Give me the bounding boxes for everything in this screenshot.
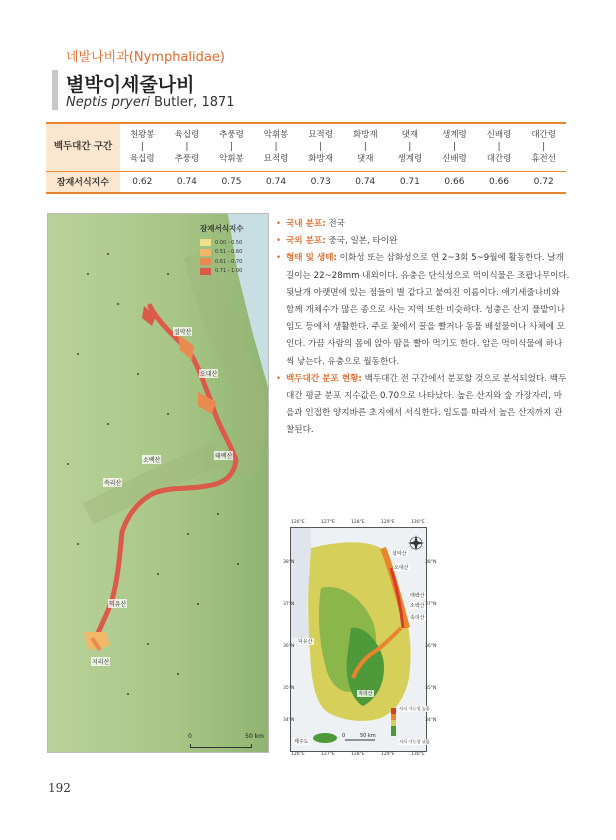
place-songni: 속리산: [410, 615, 425, 621]
scale-zero: 0: [188, 733, 192, 740]
table-row-label-index: 잠재서식지수: [46, 171, 120, 193]
segment-cell: 신배령 | 대간령: [477, 123, 522, 171]
legend-row: [200, 238, 260, 247]
lon-label: 127°E: [321, 520, 335, 525]
lat-label: 37°N: [425, 602, 437, 607]
species-korean-name: 별박이세줄나비: [66, 74, 195, 96]
lat-label: 38°N: [283, 560, 295, 565]
place-seorak: 설악산: [174, 329, 192, 336]
place-sobaek: 소백산: [410, 603, 425, 609]
family-label: 네발나비과(Nymphalidae): [66, 50, 225, 65]
legend-label: 0.71 - 1.00: [215, 268, 243, 274]
national-distribution-map: [283, 520, 437, 760]
segment-cell: 천왕봉 | 육십령: [120, 123, 165, 171]
legend-row: [200, 257, 260, 266]
scientific-name: Neptis pryeri: [66, 95, 150, 110]
author-year: Butler, 1871: [149, 95, 235, 110]
lat-label: 34°N: [425, 718, 437, 723]
lat-label: 37°N: [283, 602, 295, 607]
legend-title: 잠재서식지수: [200, 224, 244, 233]
index-value: 0.66: [432, 171, 477, 193]
title-accent-bar: [52, 70, 58, 110]
place-taebaek: 태백산: [215, 453, 233, 460]
scale-zero: 0: [342, 733, 346, 739]
segment-cell: 생계령 | 신배령: [432, 123, 477, 171]
lat-label: 36°N: [425, 644, 437, 649]
legend-swatch: [200, 239, 211, 246]
place-taebaek: 태백산: [410, 593, 425, 599]
legend-row: [200, 267, 260, 276]
legend-label: 0.00 - 0.50: [215, 239, 243, 246]
map-legend: [200, 223, 260, 276]
lon-label: 130°E: [411, 520, 425, 525]
place-odae: 오대산: [200, 371, 218, 378]
legend-swatch: [200, 249, 211, 256]
place-jeju: 제주도: [294, 739, 309, 745]
legend-low: 서식 가능성 낮음: [399, 739, 430, 744]
lon-label: 126°E: [291, 520, 305, 525]
lon-label: 130°E: [411, 752, 425, 757]
index-value: 0.74: [343, 171, 388, 193]
index-value: 0.74: [165, 171, 210, 193]
legend-high: 서식 가능성 높음: [399, 706, 430, 711]
segment-cell: 육십령 | 추풍령: [165, 123, 210, 171]
legend-label: 0.51 - 0.60: [215, 249, 243, 255]
place-songni: 속리산: [104, 480, 122, 487]
place-deogyu: 덕유산: [109, 601, 127, 608]
lat-label: 38°N: [425, 560, 437, 565]
morphology-ecology: • 형태 및 생태: 이화성 또는 삼화성으로 연 2~3회 5~9월에 활동한다. 날개 길이는 22~28mm 내외이다. 유충은 단식성으로 먹이식물은 조팝나무이다. 뒷날개 아랫면에 있는 점들이 별 같다고 붙여진 이름이다. 애기세줄나비와 함께 개체수가 많은 종으로 사는 지역 또한 비슷하다. 성충은 산지 풀밭이나 임도 등에서 생활한다. 주로 꽃에서 꿀을 빨거나 동물 배설물이나 사체에 모인다. 가끔 사람의 몸에 앉아 땀을 빨아 먹기도 한다. 암은 먹이식물에 하나씩 낳는다. 유충으로 월동한다.: [276, 250, 570, 370]
index-value: 0.72: [521, 171, 566, 193]
lon-label: 128°E: [351, 752, 365, 757]
scale-end: 50 km: [360, 733, 376, 739]
place-seorak: 설악산: [392, 551, 407, 557]
place-jiri: 지리산: [358, 691, 373, 697]
index-value: 0.71: [388, 171, 433, 193]
lat-label: 35°N: [283, 686, 295, 691]
index-value: 0.73: [298, 171, 343, 193]
lat-label: 34°N: [283, 718, 295, 723]
lon-label: 129°E: [381, 752, 395, 757]
lat-label: 35°N: [425, 686, 437, 691]
index-value: 0.75: [209, 171, 254, 193]
body-text: [276, 216, 570, 440]
domestic-distribution: • 국내 분포: 전국: [276, 216, 570, 233]
scientific-name-line: [66, 95, 235, 110]
segment-cell: 추풍령 | 악휘봉: [209, 123, 254, 171]
legend-label: 0.61 - 0.70: [215, 258, 243, 265]
segment-cell: 묘적령 | 화방재: [298, 123, 343, 171]
segment-cell: 대간령 | 휴전선: [521, 123, 566, 171]
index-value: 0.62: [120, 171, 165, 193]
scale-end: 50 km: [245, 733, 264, 740]
place-sobaek: 소백산: [143, 457, 161, 464]
lon-label: 127°E: [321, 752, 335, 757]
place-deogyu: 덕유산: [298, 639, 313, 645]
segment-cell: 화방재 | 댓재: [343, 123, 388, 171]
legend-swatch: [200, 258, 211, 265]
table-row-label-segment: 백두대간 구간: [46, 123, 120, 171]
segment-table: [46, 122, 566, 194]
legend-swatch: [200, 268, 211, 275]
baekdudaegan-habitat-map: [47, 213, 269, 753]
lon-label: 128°E: [351, 520, 365, 525]
index-value: 0.74: [254, 171, 299, 193]
place-odae: 오대산: [394, 565, 409, 571]
index-value: 0.66: [477, 171, 522, 193]
baekdudaegan-distribution: • 백두대간 분포 현황: 백두대간 전 구간에서 분포할 것으로 분석되었다. 백두대간 평균 분포 지수값은 0.70으로 나타났다. 높은 산지와 숲 가장자리, 마을과 인접한 양지바른 초지에서 서식한다. 임도를 따라서 높은 산지까지 관찰된다.: [276, 371, 570, 440]
segment-cell: 악휘봉 | 묘적령: [254, 123, 299, 171]
overseas-distribution: • 국외 분포: 중국, 일본, 타이완: [276, 233, 570, 250]
terrain-map-graphic: [48, 214, 269, 753]
legend-row: [200, 248, 260, 257]
scale-line: [190, 744, 252, 748]
segment-cell: 댓재 | 생계령: [388, 123, 433, 171]
page-number: 192: [48, 781, 71, 795]
lon-label: 126°E: [291, 752, 305, 757]
place-jiri: 지리산: [92, 659, 110, 666]
lon-label: 129°E: [381, 520, 395, 525]
lat-label: 36°N: [283, 644, 295, 649]
